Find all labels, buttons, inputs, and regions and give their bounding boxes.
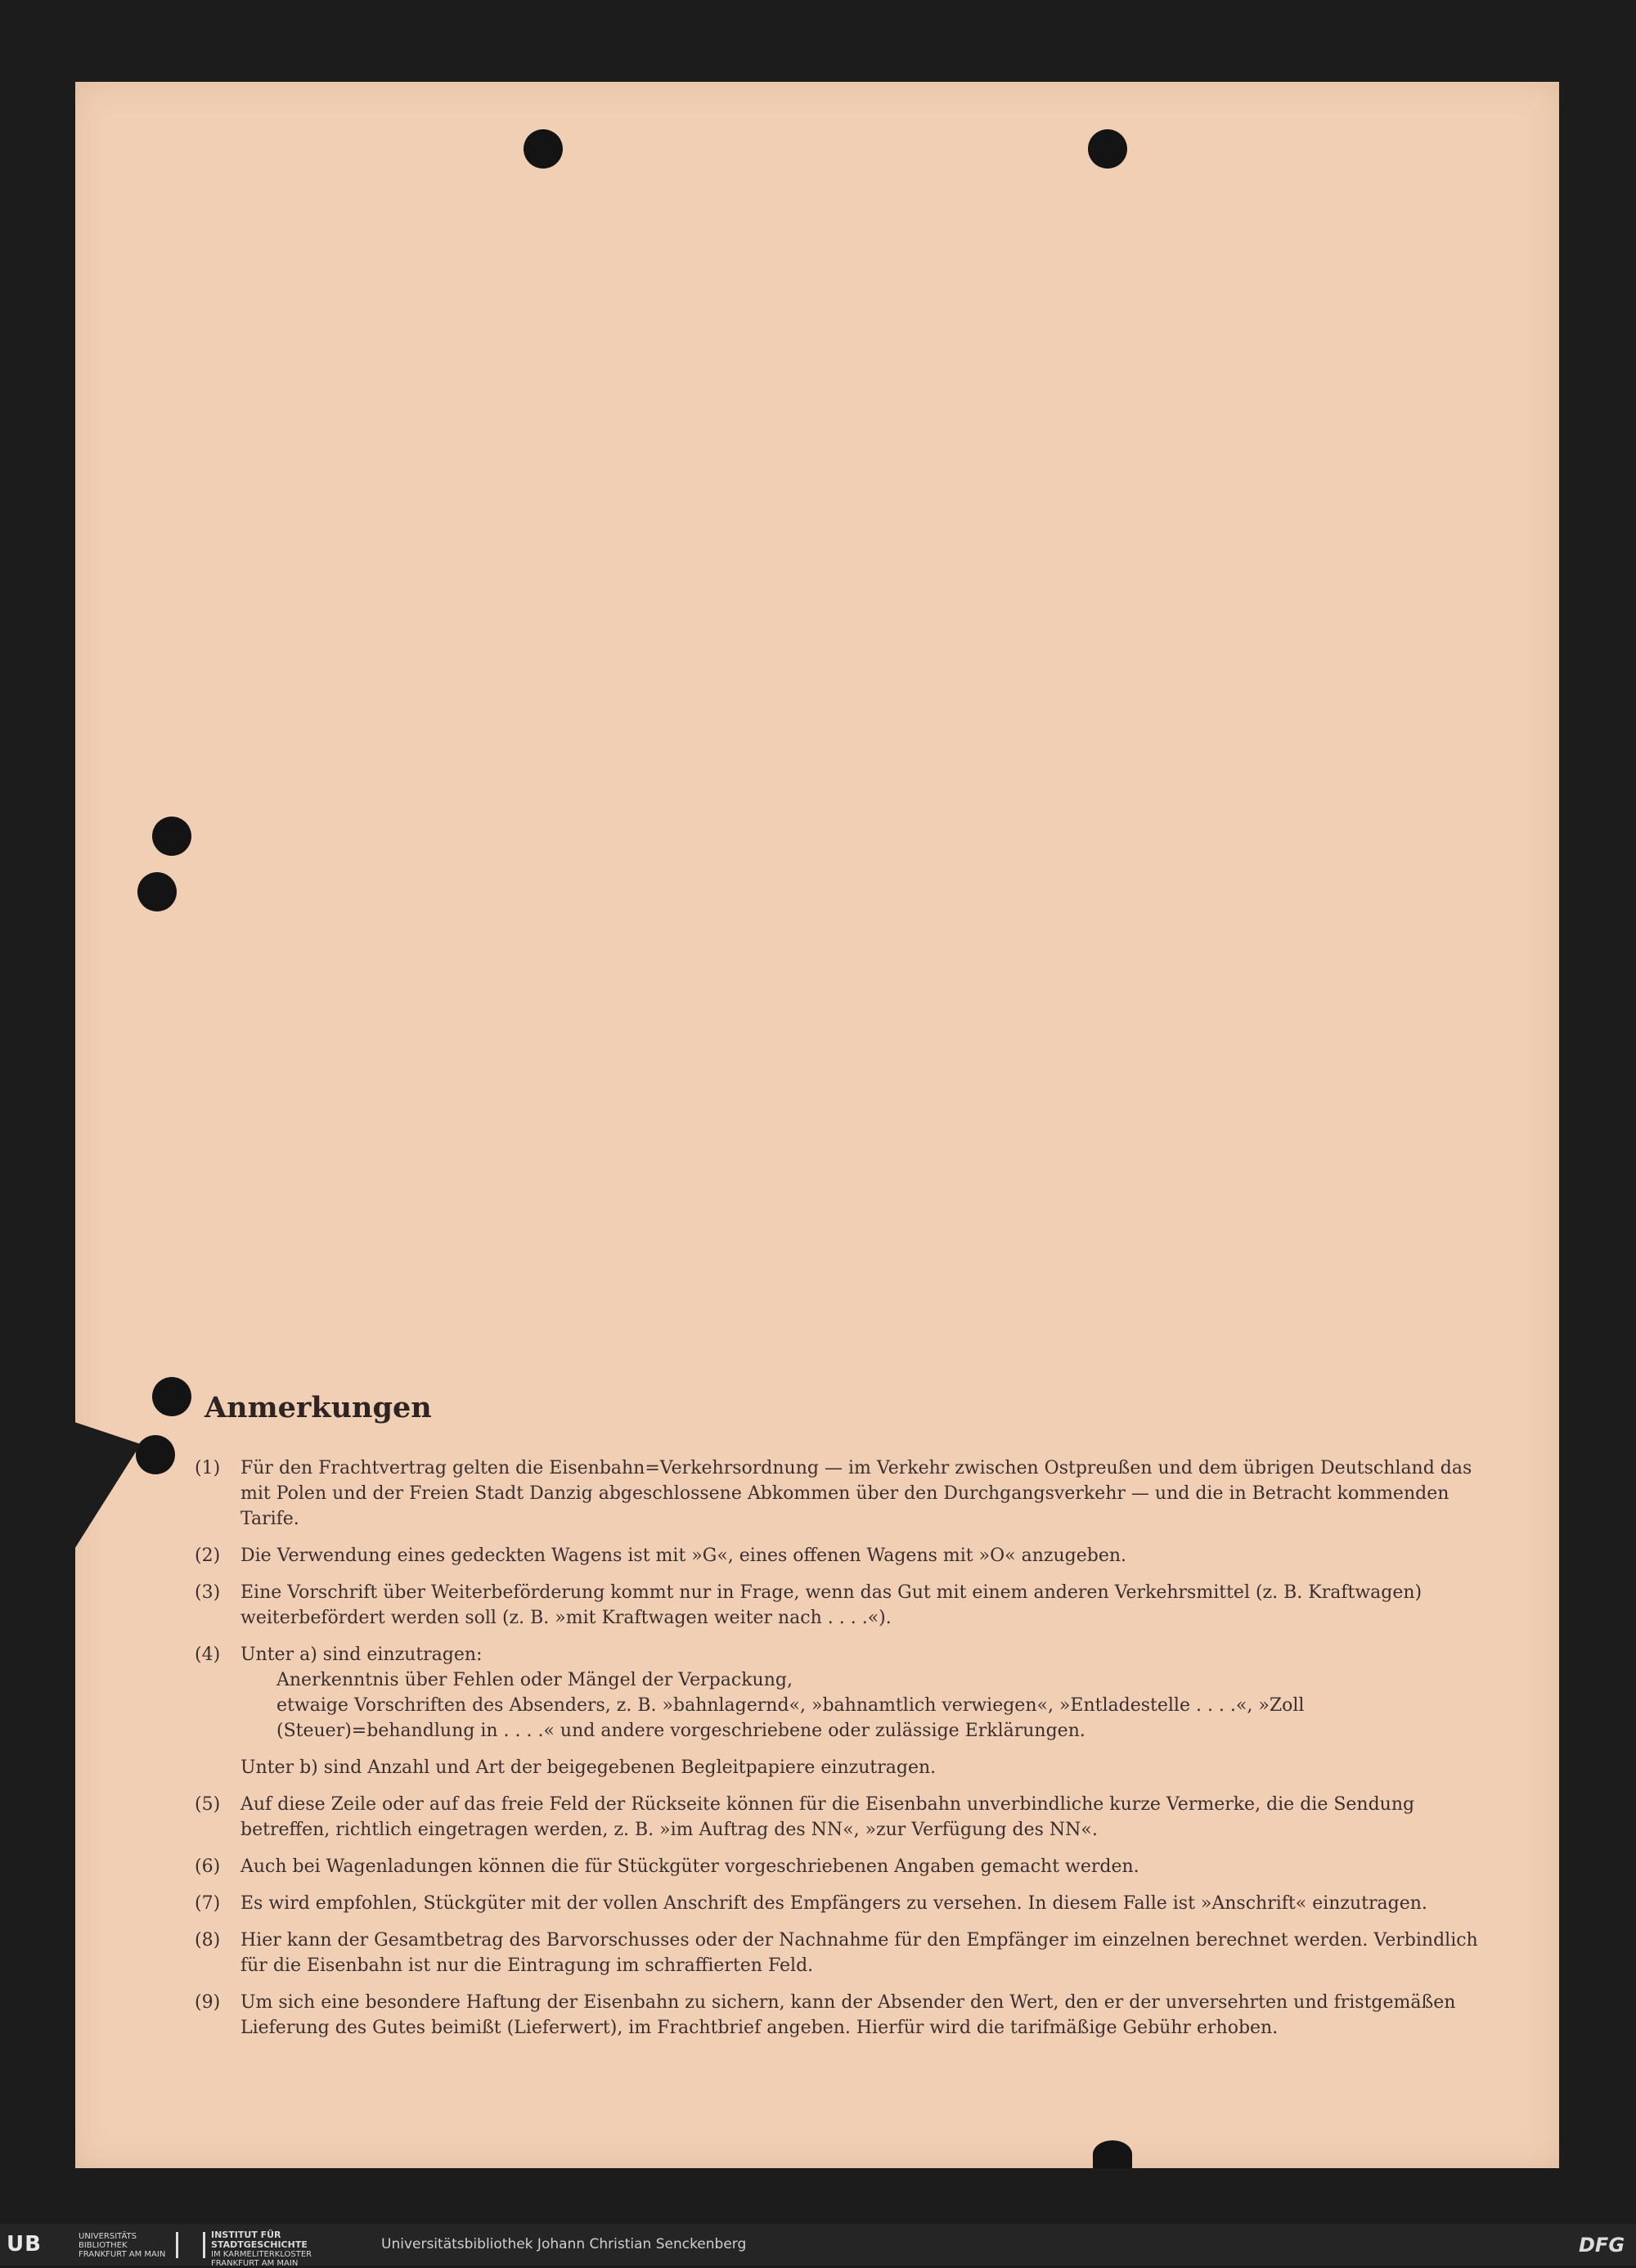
note-text: Für den Frachtvertrag gelten die Eisenbahn=Verkehrsordnung — im Verkehr zwischen Ostpreußen und dem übrigen Deutschland das mit Polen und der Freien Stadt Danzig abgeschlossene Abkommen über den Durchgangsverkehr — und die in Betracht kommenden Tarife. xyxy=(240,1458,1472,1529)
punch-hole xyxy=(136,1435,175,1474)
note-text: Hier kann der Gesamtbetrag des Barvorschusses oder der Nachnahme für den Empfänger im einzelnen berechnet werden. Verbindlich für die Eisenbahn ist nur die Eintragung im schraffierten Feld. xyxy=(240,1930,1478,1976)
note-item xyxy=(195,1792,1503,1843)
punch-hole xyxy=(152,817,191,856)
ub-line: BIBLIOTHEK xyxy=(79,2241,128,2250)
ub-logo-text xyxy=(79,2232,169,2259)
note-item xyxy=(195,1642,1503,1780)
note-item xyxy=(195,1580,1503,1631)
punch-hole xyxy=(524,129,563,169)
note-text: Auf diese Zeile oder auf das freie Feld der Rückseite können für die Eisenbahn unverbindliche kurze Vermerke, die die Sendung betreffen, richtlich eingetragen werden, z. B. »im Auftrag des NN«, »zur Verfügung des NN«. xyxy=(240,1794,1415,1840)
dfg-logo[interactable]: DFG xyxy=(1579,2234,1625,2257)
institute-logo-icon[interactable] xyxy=(176,2232,205,2258)
note-item xyxy=(195,1854,1503,1879)
note-number: (2) xyxy=(195,1546,221,1566)
note-subline: etwaige Vorschriften des Absenders, z. B. »bahnlagernd«, »bahnamtlich verwiegen«, »Entladestelle . . . .«, »Zoll (Steuer)=behandlung in . . . .« und andere vorgeschriebene oder zulässige Erklärungen. xyxy=(276,1695,1305,1741)
inst-line: IM KARMELITERKLOSTER xyxy=(211,2250,312,2259)
inst-line: INSTITUT FÜR xyxy=(211,2230,281,2240)
note-item xyxy=(195,1543,1503,1568)
note-extra: Unter b) sind Anzahl und Art der beigegebenen Begleitpapiere einzutragen. xyxy=(240,1757,937,1778)
ub-logo[interactable]: UB xyxy=(7,2232,42,2257)
note-item xyxy=(195,1891,1503,1916)
inst-line: FRANKFURT AM MAIN xyxy=(211,2259,299,2268)
note-number: (6) xyxy=(195,1856,221,1877)
ub-line: UNIVERSITÄTS xyxy=(79,2232,137,2241)
notes-title: Anmerkungen xyxy=(204,1391,432,1424)
punch-hole xyxy=(137,872,177,911)
inst-line: STADTGESCHICHTE xyxy=(211,2239,308,2250)
note-item xyxy=(195,1456,1503,1532)
note-item xyxy=(195,1990,1503,2041)
note-number: (3) xyxy=(195,1582,221,1603)
note-text: Auch bei Wagenladungen können die für Stückgüter vorgeschriebenen Angaben gemacht werden. xyxy=(240,1856,1139,1877)
note-subline: Anerkenntnis über Fehlen oder Mängel der Verpackung, xyxy=(276,1670,793,1690)
footer-bar xyxy=(0,2224,1636,2266)
punch-hole xyxy=(152,1377,191,1416)
note-number: (8) xyxy=(195,1930,221,1951)
punch-hole xyxy=(1088,129,1127,169)
note-text: Unter a) sind einzutragen: xyxy=(240,1645,483,1665)
note-text: Um sich eine besondere Haftung der Eisenbahn zu sichern, kann der Absender den Wert, den er der unversehrten und fristgemäßen Lieferung des Gutes beimißt (Lieferwert), im Frachtbrief angeben. Hierfür wird die tarifmäßige Gebühr erhoben. xyxy=(240,1992,1456,2038)
note-text: Es wird empfohlen, Stückgüter mit der vollen Anschrift des Empfängers zu versehen. In diesem Falle ist »Anschrift« einzutragen. xyxy=(240,1893,1427,1914)
note-number: (7) xyxy=(195,1893,221,1914)
ub-line: FRANKFURT AM MAIN xyxy=(79,2250,166,2259)
library-name: Universitätsbibliothek Johann Christian Senckenberg xyxy=(381,2236,747,2252)
note-text: Die Verwendung eines gedeckten Wagens ist mit »G«, eines offenen Wagens mit »O« anzugeben. xyxy=(240,1546,1126,1566)
punch-hole xyxy=(1093,2140,1132,2168)
note-number: (5) xyxy=(195,1794,221,1815)
notes-section xyxy=(195,1391,1503,2052)
note-text: Eine Vorschrift über Weiterbeförderung kommt nur in Frage, wenn das Gut mit einem anderen Verkehrsmittel (z. B. Kraftwagen) weiterbefördert werden soll (z. B. »mit Kraftwagen weiter nach . . . .«). xyxy=(240,1582,1423,1628)
note-item xyxy=(195,1928,1503,1978)
institute-logo-text xyxy=(211,2230,334,2268)
note-number: (4) xyxy=(195,1645,221,1665)
note-number: (9) xyxy=(195,1992,221,2013)
note-number: (1) xyxy=(195,1458,221,1478)
torn-edge xyxy=(43,1411,141,1600)
